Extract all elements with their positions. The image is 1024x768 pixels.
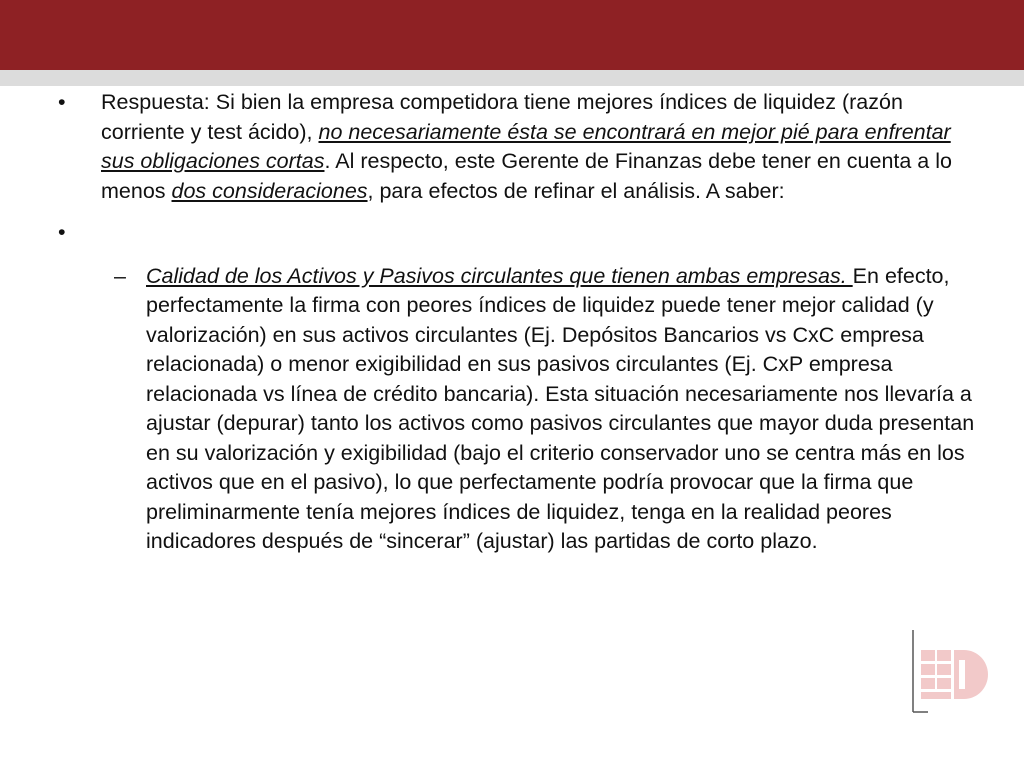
calidad-lead-emphasis: Calidad de los Activos y Pasivos circulantes que tienen ambas empresas. [146,263,853,288]
respuesta-text-3: , para efectos de refinar el análisis. A saber: [367,178,785,203]
subbullet-text [146,262,981,557]
header-stripe [0,70,1024,86]
subbullet-item-calidad [0,262,1024,557]
bullet-marker: • [58,90,66,114]
respuesta-text-1: Respuesta: Si bien la empresa competidora tiene mejores índices de liquidez (razón corriente y test ácido), [101,90,903,144]
respuesta-emphasis-1: no necesariamente ésta se encontrará en mejor pié para enfrentar sus obligaciones cortas [101,119,951,173]
bullet-item-respuesta [0,86,1024,206]
header-band [0,0,1024,70]
calidad-body: En efecto, perfectamente la firma con peores índices de liquidez puede tener mejor calidad (y valorización) en sus activos circulantes (Ej. Depósitos Bancarios vs CxC empresa relacionada) o menor exigibilidad en sus pasivos circulantes (Ej. CxP empresa relacionada vs línea de crédito bancaria). Esta situación necesariamente nos llevaría a ajustar (depurar) tanto los activos como pasivos circulantes que mayor duda presentan en su valorización y exigibilidad (bajo el criterio conservador uno se centra más en los activos que en el pasivo), lo que perfectamente podría provocar que la firma que preliminarmente tenía mejores índices de liquidez, tenga en la realidad peores indicadores después de “sincerar” (ajustar) las partidas de corto plazo. [146,263,975,553]
dash-marker: – [114,263,126,288]
bullet-marker: • [58,220,66,244]
bullet-text [101,88,971,206]
bullet-item-empty [0,218,1024,248]
respuesta-emphasis-2: dos consideraciones [171,178,368,203]
slide-content [0,86,1024,557]
respuesta-text-2: . Al respecto, este Gerente de Finanzas debe tener en cuenta a lo menos [101,149,952,203]
institution-logo-icon [908,630,988,716]
